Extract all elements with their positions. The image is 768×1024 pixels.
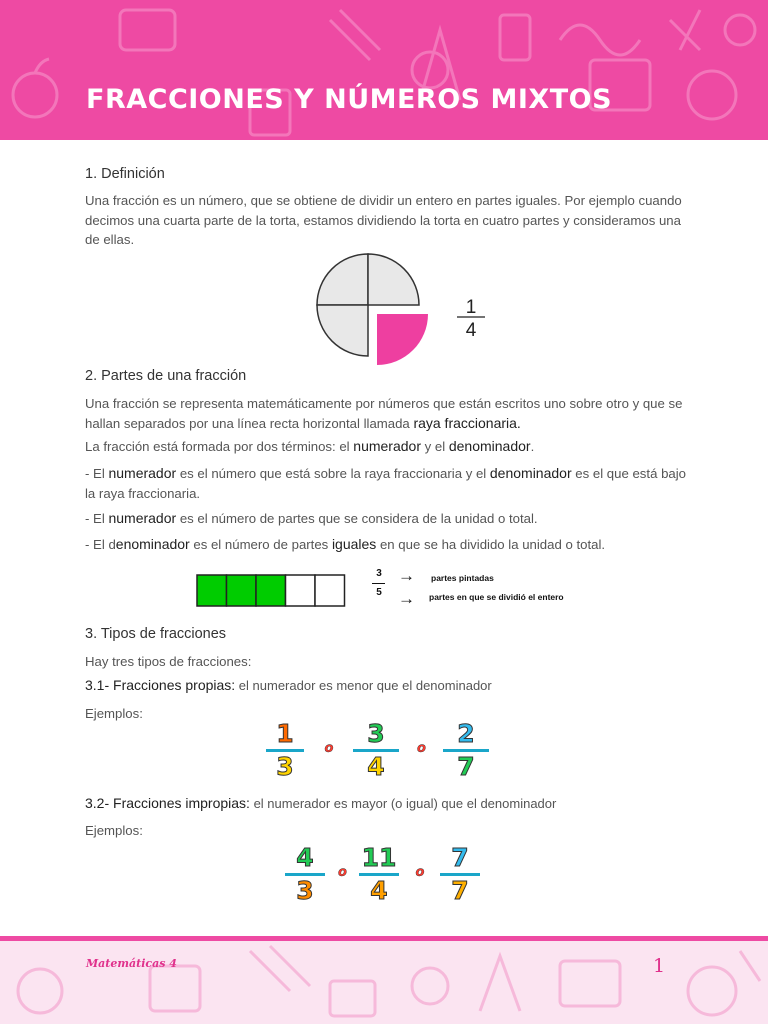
parts-paragraph-5: - El denominador es el número de partes iguales en que se ha dividido la unidad o total. (85, 536, 606, 552)
types-intro: Hay tres tipos de fracciones: (85, 654, 252, 669)
improper-examples-label: Ejemplos: (85, 823, 143, 838)
improper-fractions-line: 3.2- Fracciones impropias: el numerador es mayor (o igual) que el denominador (85, 795, 557, 811)
example-numerator: 4 (296, 843, 314, 872)
page-header (0, 0, 768, 140)
separator-o: o (338, 865, 347, 880)
proper-examples-label: Ejemplos: (85, 706, 143, 721)
school-pattern-decoration (0, 941, 768, 1024)
parts-paragraph-1: Una fracción se representa matemáticamente por números que están escritos uno sobre otro y que se hallan separados por una línea recta horizontal llamada raya fraccionaria. (85, 396, 683, 431)
separator-o: o (324, 741, 334, 756)
section-heading-definition: 1. Definición (85, 166, 165, 182)
example-fraction (285, 845, 325, 904)
page-number: 1 (653, 955, 666, 977)
pie-fraction-numerator: 1 (465, 297, 477, 318)
pie-slice-top-left (317, 254, 368, 305)
separator-o: o (417, 741, 426, 756)
example-numerator: 7 (451, 843, 469, 872)
example-fraction (443, 721, 489, 780)
page-footer (0, 941, 768, 1024)
term-raya-fraccionaria: raya fraccionaria. (413, 414, 521, 431)
example-fraction (440, 845, 480, 904)
example-denominator: 4 (370, 876, 388, 905)
pie-slice-bottom-left (317, 305, 368, 356)
arrow-icon: → (398, 566, 415, 585)
example-denominator: 3 (296, 876, 314, 905)
section-heading-parts: 2. Partes de una fracción (85, 368, 247, 384)
example-denominator: 7 (457, 752, 475, 781)
arrow-icon: → (398, 589, 415, 608)
example-numerator: 11 (361, 843, 397, 872)
proper-fractions-line: 3.1- Fracciones propias: el numerador es menor que el denominador (85, 677, 492, 693)
example-fraction (353, 721, 399, 780)
bar-cell-filled (197, 575, 227, 606)
pie-slice-highlighted (377, 314, 428, 365)
bar-cell-filled (256, 575, 286, 606)
example-fraction (359, 845, 399, 904)
parts-paragraph-2: La fracción está formada por dos términos: el numerador y el denominador. (85, 438, 535, 454)
example-denominator: 3 (276, 752, 294, 781)
bar-cell-empty (315, 575, 345, 606)
example-denominator: 4 (367, 752, 385, 781)
pie-fraction-denominator: 4 (465, 320, 477, 341)
definition-paragraph: Una fracción es un número, que se obtiene de dividir un entero en partes iguales. Por ejemplo cuando decimos una cuarta parte de la torta, estamos dividiendo la torta en cuatro partes y consideramos una de ellas. (85, 193, 682, 247)
footer-subject-label: Matemáticas 4 (86, 957, 177, 970)
separator-o: o (415, 865, 425, 880)
numerator-legend: partes pintadas (431, 573, 494, 583)
example-numerator: 3 (367, 719, 385, 748)
example-numerator: 2 (457, 719, 475, 748)
example-fraction (266, 721, 304, 780)
improper-fractions-title: 3.2- Fracciones impropias: (85, 795, 250, 811)
bar-cell-filled (227, 575, 257, 606)
pie-quarter-figure (300, 250, 500, 370)
parts-paragraph-4: - El numerador es el número de partes que se considera de la unidad o total. (85, 510, 538, 526)
school-pattern-decoration (0, 0, 768, 140)
bar-fraction-numerator: 3 (376, 568, 382, 579)
proper-fractions-title: 3.1- Fracciones propias: (85, 677, 236, 693)
denominator-legend: partes en que se dividió el entero (429, 592, 564, 602)
bar-fraction-denominator: 5 (376, 587, 382, 598)
pie-slice-top-right (368, 254, 419, 305)
example-denominator: 7 (451, 876, 469, 905)
bar-fraction-line (372, 583, 385, 584)
page-title: FRACCIONES Y NÚMEROS MIXTOS (86, 84, 613, 115)
parts-paragraph-3: - El numerador es el número que está sobre la raya fraccionaria y el denominador es el que está bajo la raya fraccionaria. (85, 465, 686, 501)
example-numerator: 1 (276, 719, 294, 748)
section-heading-types: 3. Tipos de fracciones (85, 626, 227, 642)
fraction-bar-figure (195, 573, 350, 607)
bar-cell-empty (286, 575, 316, 606)
